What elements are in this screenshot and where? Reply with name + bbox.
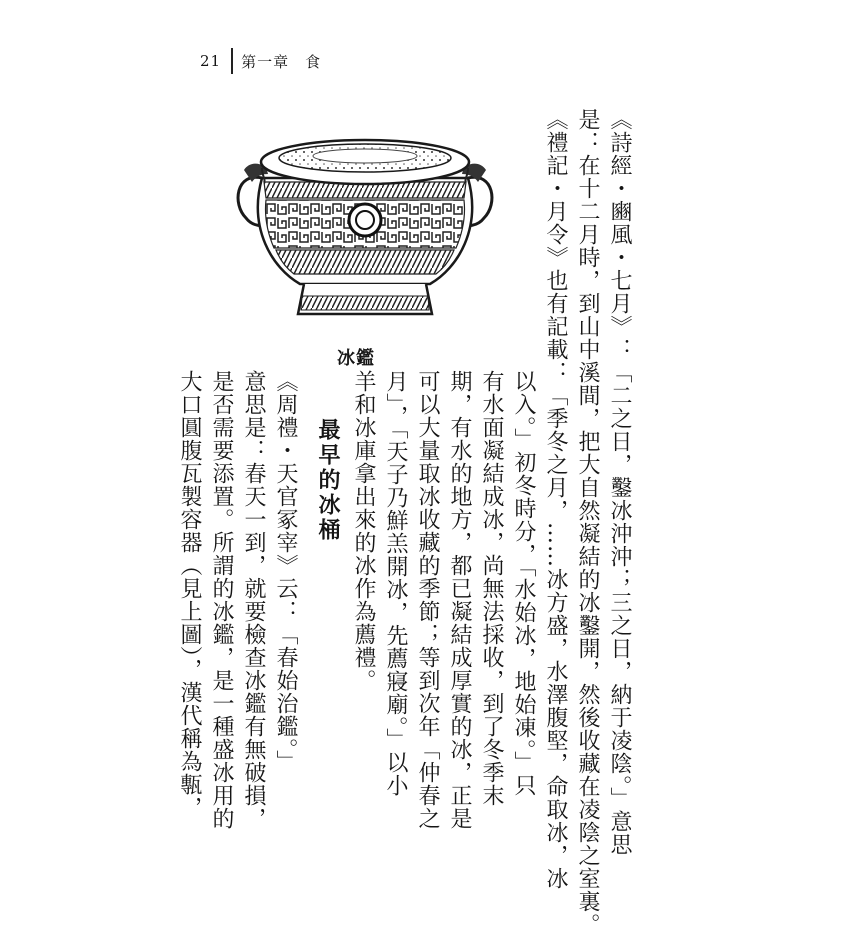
text-column: 月」，「天子乃鮮羔開冰，先薦寢廟。」以小 xyxy=(383,370,408,797)
page-number: 21 xyxy=(200,52,222,70)
chapter-title: 第一章 食 xyxy=(241,52,322,71)
text-column: 以入。」初冬時分，「水始冰，地始凍。」只 xyxy=(511,370,536,797)
text-column: 是否需要添置。所謂的冰鑑，是一種盛冰用的 xyxy=(209,370,234,830)
text-column: 可以大量取冰收藏的季節；等到次年「仲春之 xyxy=(415,370,440,830)
text-column: 期，有水的地方，都已凝結成厚實的冰，正是 xyxy=(447,370,472,830)
text-column: 《禮記・月令》也有記載：「季冬之月，……冰方盛，水澤腹堅，命取冰，冰 xyxy=(543,108,568,890)
bronze-ice-vessel-illustration xyxy=(222,118,512,338)
text-column: 羊和冰庫拿出來的冰作為薦禮。 xyxy=(351,370,376,692)
text-column: 是：在十二月時，到山中溪間，把大自然凝結的冰鑿開，然後收藏在凌陰之室裏。 xyxy=(575,108,600,936)
section-title: 最早的冰桶 xyxy=(315,418,340,543)
header-divider xyxy=(231,48,233,74)
text-column: 有水面凝結成冰，尚無法採收，到了冬季末 xyxy=(479,370,504,807)
running-header xyxy=(200,48,321,74)
text-column: 意思是：春天一到，就要檢查冰鑑有無破損， xyxy=(241,370,266,830)
text-column: 《周禮・天官冢宰》云：「春始治鑑。」 xyxy=(273,370,298,773)
text-column: 《詩經・豳風・七月》：「二之日，鑿冰沖沖；三之日，納于凌陰。」意思 xyxy=(607,108,632,856)
figure-caption: 冰鑑 xyxy=(337,348,375,369)
text-column: 大口圓腹瓦製容器（見上圖），漢代稱為甎， xyxy=(177,370,202,819)
